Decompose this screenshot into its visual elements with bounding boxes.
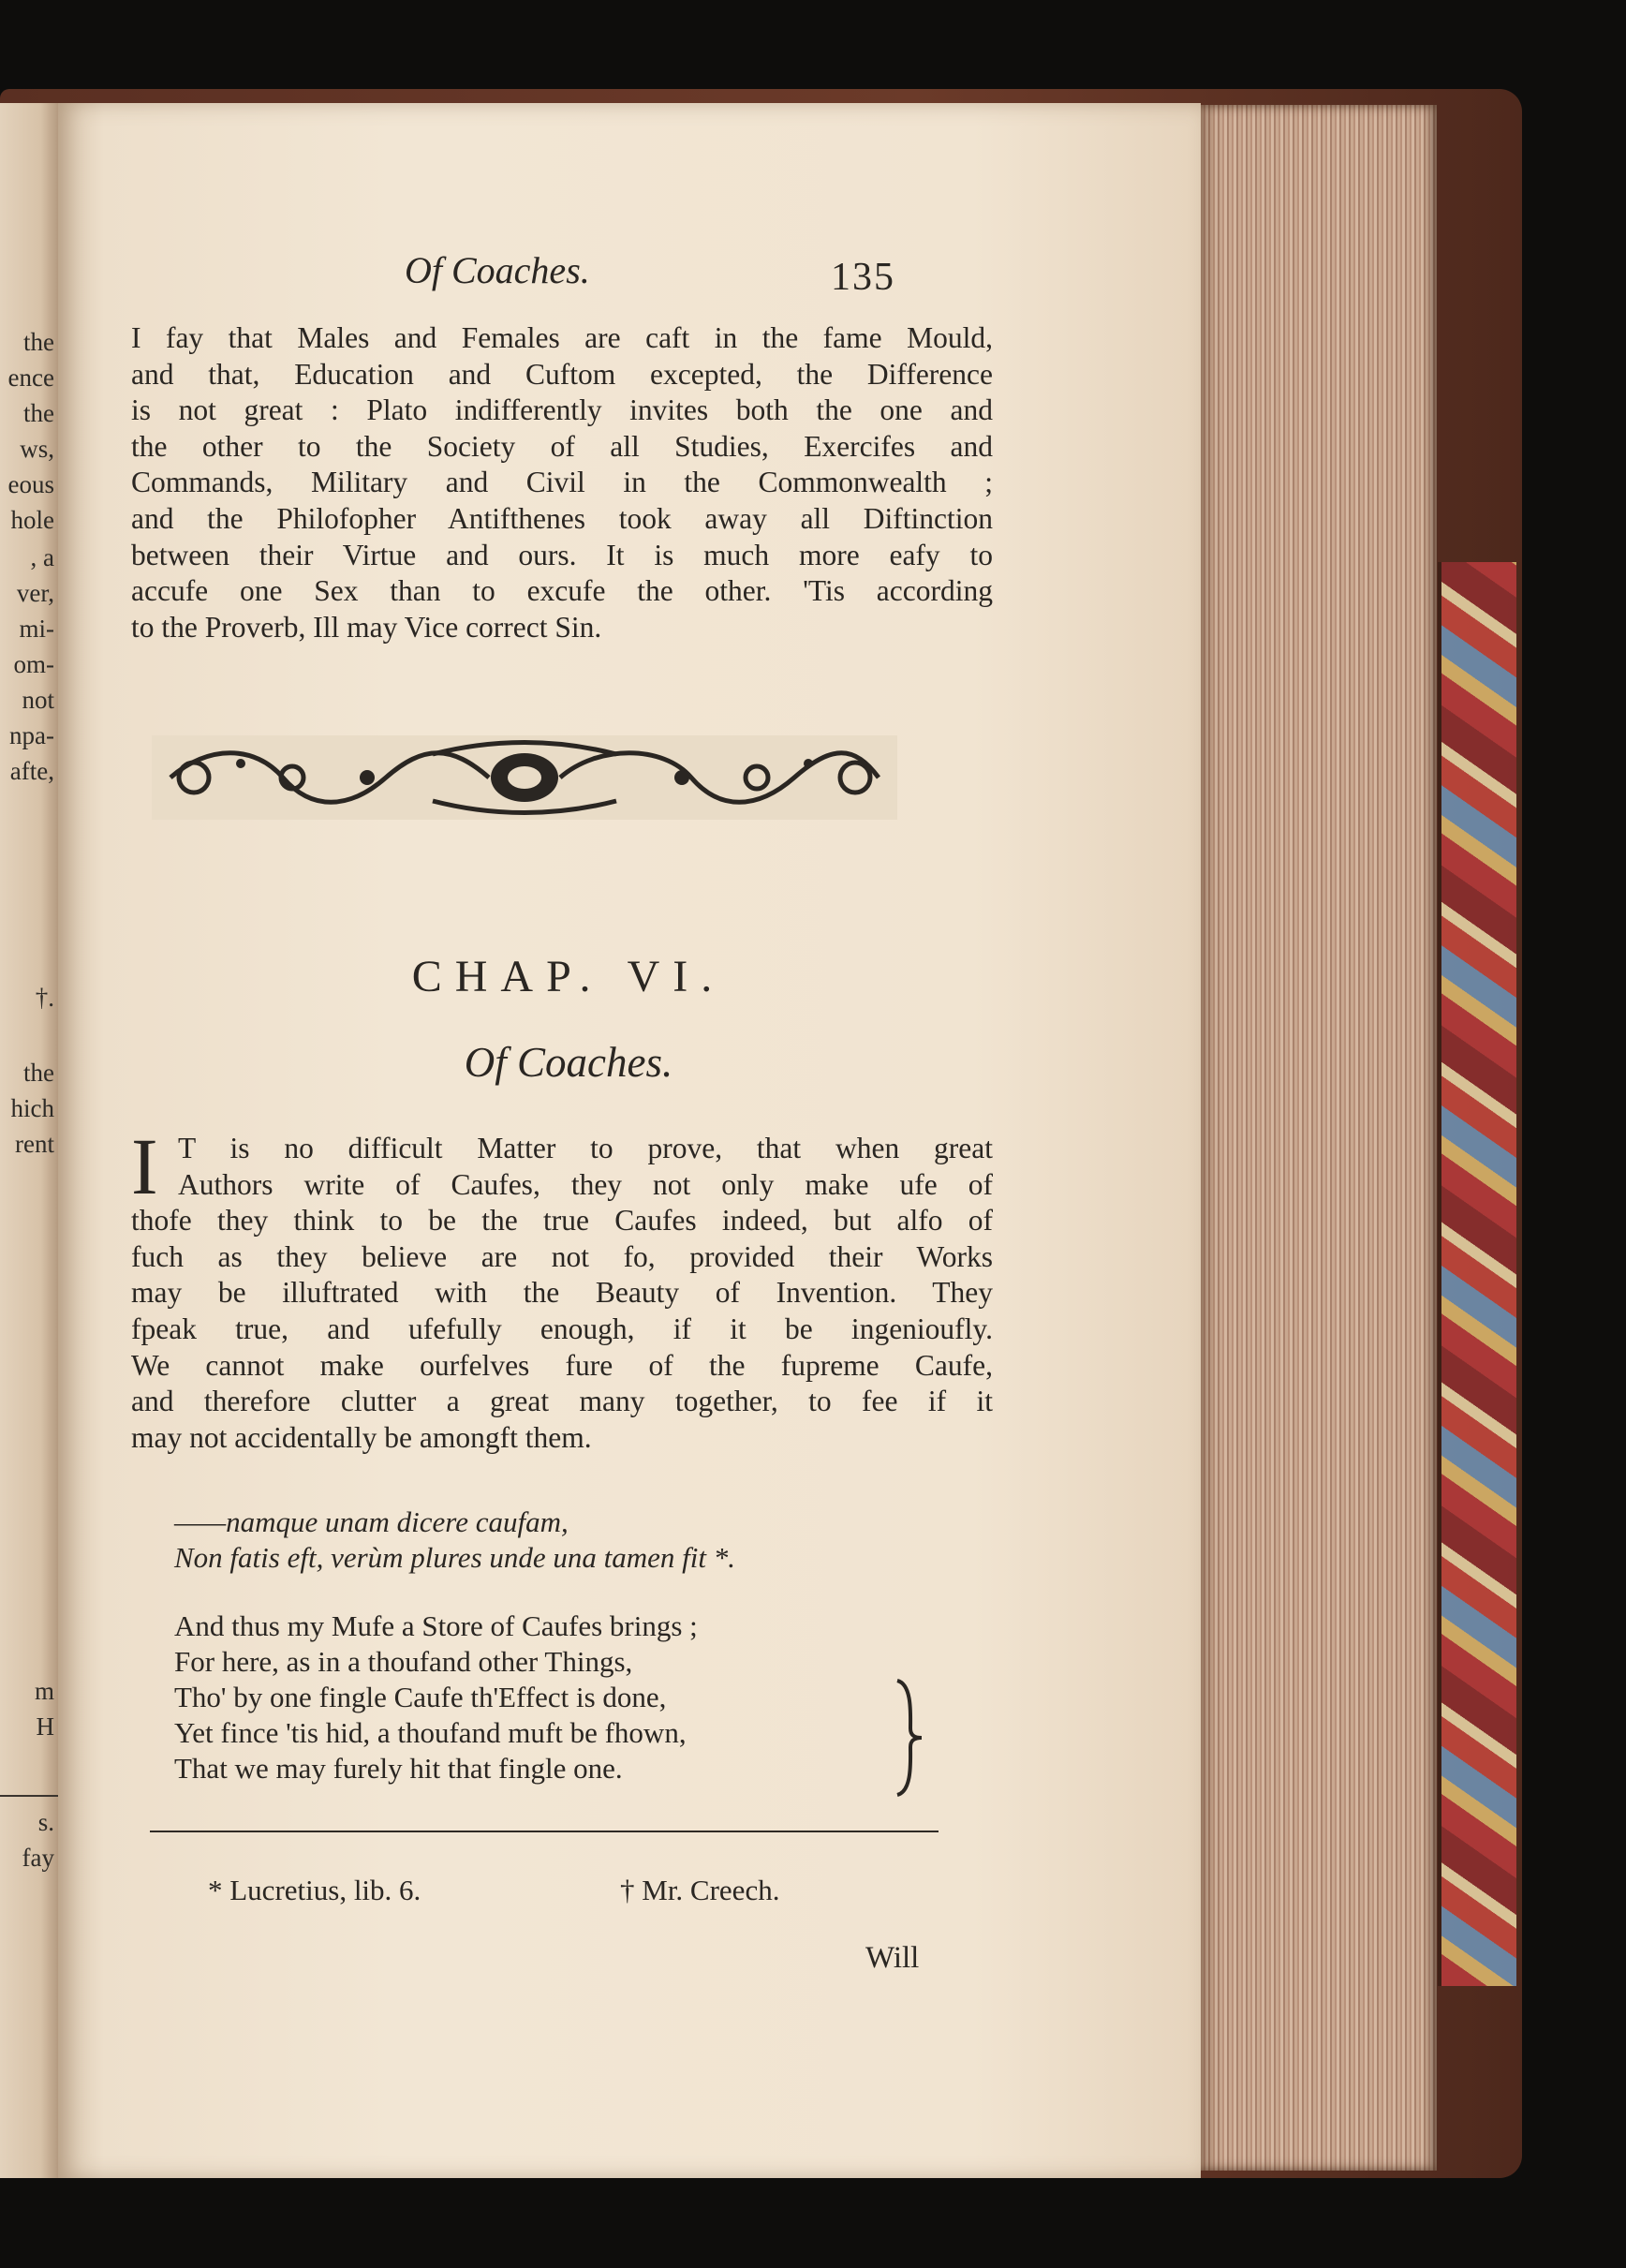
verse-line: That we may furely hit that fingle one. — [174, 1752, 623, 1785]
drop-cap: I — [131, 1121, 158, 1211]
footnote-lucretius: * Lucretius, lib. 6. — [208, 1874, 421, 1906]
text-line: and that, Education and Cuftom excepted, the Difference — [131, 357, 993, 391]
text-line: the other to the Society of all Studies, Exercifes and — [131, 429, 993, 463]
left-fragment: fay — [22, 1844, 54, 1872]
page-number: 135 — [831, 256, 895, 299]
running-title: Of Coaches. — [405, 249, 590, 291]
chapter-number: CHAP. VI. — [411, 952, 726, 1001]
ornament-headpiece — [152, 735, 897, 820]
left-fragment: ence — [7, 363, 54, 392]
left-fragment: H — [36, 1712, 54, 1741]
verse-line: For here, as in a thoufand other Things, — [174, 1645, 633, 1678]
book-page — [58, 103, 1201, 2178]
left-fragment: mi- — [19, 615, 54, 643]
triplet-brace-icon — [892, 1677, 925, 1799]
left-fragment: the — [23, 1059, 54, 1087]
text-line: between their Virtue and ours. It is much more eafy to — [131, 538, 993, 571]
text-line: may be illuftrated with the Beauty of Invention. They — [131, 1276, 993, 1310]
text-line: T is no difficult Matter to prove, that when great — [178, 1132, 993, 1164]
left-fragment: om- — [13, 650, 54, 678]
chapter-title: Of Coaches. — [464, 1039, 673, 1086]
left-fragment: the — [23, 399, 54, 427]
catchword: Will — [865, 1941, 920, 1975]
verse-line: And thus my Mufe a Store of Caufes brings ; — [174, 1609, 698, 1642]
left-fragment: eous — [7, 470, 54, 498]
footnote-rule — [150, 1831, 939, 1832]
paragraph-1 — [131, 320, 993, 645]
verse-line: Yet fince 'tis hid, a thoufand muft be fhown, — [174, 1716, 687, 1749]
text-line: We cannot make ourfelves fure of the fupreme Caufe, — [131, 1348, 993, 1382]
left-fragment: hich — [10, 1094, 54, 1122]
page-edges — [1201, 105, 1437, 2171]
text-line: is not great : Plato indifferently invites both the one and — [131, 393, 993, 427]
footnote-creech: † Mr. Creech. — [620, 1874, 780, 1906]
text-line: Authors write of Caufes, they not only make ufe of — [178, 1167, 993, 1201]
text-line: and therefore clutter a great many together, to fee if it — [131, 1385, 993, 1418]
paragraph-2 — [131, 1121, 993, 1456]
text-line: to the Proverb, Ill may Vice correct Sin. — [131, 610, 602, 644]
left-fragment: afte, — [9, 757, 54, 785]
left-fragment: †. — [35, 984, 54, 1012]
left-fragment: not — [22, 686, 54, 714]
text-line: fuch as they believe are not fo, provided their Works — [131, 1239, 993, 1273]
text-line: may not accidentally be amongft them. — [131, 1420, 592, 1454]
verse-line: Tho' by one fingle Caufe th'Effect is done, — [174, 1681, 667, 1713]
left-fragment: , a — [30, 543, 54, 571]
left-fragment: m — [34, 1677, 54, 1705]
text-line: I fay that Males and Females are caft in the fame Mould, — [131, 321, 993, 354]
left-footnote-rule — [0, 1795, 58, 1797]
text-line: Commands, Military and Civil in the Commonwealth ; — [131, 466, 993, 499]
previous-page — [0, 103, 58, 2178]
text-line: accufe one Sex than to excufe the other. 'Tis according — [131, 574, 993, 608]
left-fragment: hole — [10, 506, 54, 534]
text-line: and the Philofopher Antifthenes took away all Diftinction — [131, 501, 993, 535]
latin-quote-line: Non fatis eft, verùm plures unde una tamen fit *. — [174, 1541, 735, 1574]
text-line: fpeak true, and ufefully enough, if it be ingenioufly. — [131, 1312, 993, 1345]
latin-quote-line: ——namque unam dicere caufam, — [174, 1505, 569, 1538]
left-fragment: npa- — [9, 721, 54, 749]
left-fragment: rent — [15, 1130, 54, 1158]
left-fragment: ws, — [20, 435, 54, 463]
left-fragment: s. — [37, 1808, 54, 1836]
text-line: thofe they think to be the true Caufes indeed, but alfo of — [131, 1204, 993, 1238]
left-fragment: ver, — [16, 579, 54, 607]
left-fragment: the — [23, 328, 54, 356]
marbled-binding — [1438, 562, 1516, 1986]
